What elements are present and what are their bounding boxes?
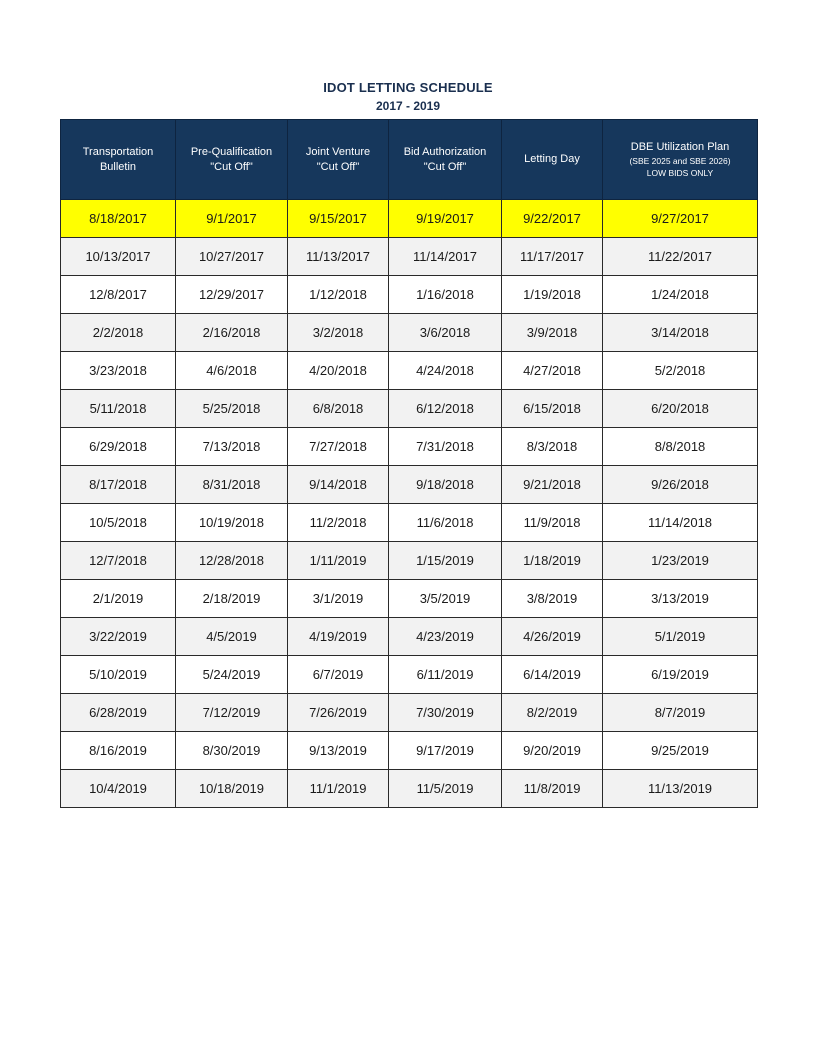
table-cell: 1/23/2019 [603, 542, 758, 580]
table-cell: 6/8/2018 [288, 390, 389, 428]
column-header-joint-venture [288, 120, 389, 200]
table-cell: 8/7/2019 [603, 694, 758, 732]
column-header-transportation-bulletin [61, 120, 176, 200]
table-cell: 10/5/2018 [61, 504, 176, 542]
table-cell: 9/26/2018 [603, 466, 758, 504]
table-cell: 3/9/2018 [502, 314, 603, 352]
table-cell: 8/17/2018 [61, 466, 176, 504]
column-header-dbe-utilization-plan [603, 120, 758, 200]
table-cell: 3/6/2018 [389, 314, 502, 352]
table-cell: 11/8/2019 [502, 770, 603, 808]
table-cell: 6/11/2019 [389, 656, 502, 694]
table-cell: 9/13/2019 [288, 732, 389, 770]
table-cell: 7/31/2018 [389, 428, 502, 466]
letting-schedule-table [60, 119, 758, 808]
table-cell: 11/17/2017 [502, 238, 603, 276]
table-cell: 9/1/2017 [176, 200, 288, 238]
table-cell: 9/22/2017 [502, 200, 603, 238]
table-cell: 4/24/2018 [389, 352, 502, 390]
table-row [61, 352, 758, 390]
table-row [61, 770, 758, 808]
table-cell: 11/14/2017 [389, 238, 502, 276]
table-row [61, 618, 758, 656]
table-cell: 11/2/2018 [288, 504, 389, 542]
table-cell: 7/30/2019 [389, 694, 502, 732]
table-cell: 11/1/2019 [288, 770, 389, 808]
table-cell: 6/20/2018 [603, 390, 758, 428]
column-header-pre-qualification [176, 120, 288, 200]
table-cell: 1/24/2018 [603, 276, 758, 314]
table-cell: 3/23/2018 [61, 352, 176, 390]
table-cell: 1/16/2018 [389, 276, 502, 314]
table-cell: 10/4/2019 [61, 770, 176, 808]
column-header-line: Bid Authorization [403, 145, 487, 158]
table-cell: 5/25/2018 [176, 390, 288, 428]
table-cell: 4/26/2019 [502, 618, 603, 656]
table-row [61, 542, 758, 580]
table-row [61, 732, 758, 770]
table-row [61, 694, 758, 732]
column-header-line: Letting Day [524, 153, 580, 165]
column-header-note: LOW BIDS ONLY [646, 168, 714, 178]
table-cell: 8/30/2019 [176, 732, 288, 770]
table-cell: 9/25/2019 [603, 732, 758, 770]
table-cell: 6/7/2019 [288, 656, 389, 694]
table-row-highlighted [61, 200, 758, 238]
table-cell: 3/13/2019 [603, 580, 758, 618]
table-cell: 6/12/2018 [389, 390, 502, 428]
column-header-line: "Cut Off" [316, 160, 360, 173]
table-cell: 6/19/2019 [603, 656, 758, 694]
document-subtitle: 2017 - 2019 [375, 99, 441, 113]
table-cell: 4/19/2019 [288, 618, 389, 656]
table-cell: 12/28/2018 [176, 542, 288, 580]
column-header-line: Bulletin [99, 160, 137, 173]
table-cell: 1/11/2019 [288, 542, 389, 580]
table-cell: 5/11/2018 [61, 390, 176, 428]
table-cell: 4/23/2019 [389, 618, 502, 656]
table-cell: 8/18/2017 [61, 200, 176, 238]
table-header [61, 120, 758, 200]
table-cell: 11/14/2018 [603, 504, 758, 542]
table-cell: 5/24/2019 [176, 656, 288, 694]
table-cell: 7/26/2019 [288, 694, 389, 732]
table-row [61, 580, 758, 618]
table-cell: 9/17/2019 [389, 732, 502, 770]
column-header-line: Joint Venture [305, 145, 371, 158]
table-cell: 12/8/2017 [61, 276, 176, 314]
column-header-bid-authorization [389, 120, 502, 200]
table-cell: 7/13/2018 [176, 428, 288, 466]
table-cell: 3/8/2019 [502, 580, 603, 618]
table-cell: 5/10/2019 [61, 656, 176, 694]
table-cell: 11/6/2018 [389, 504, 502, 542]
table-cell: 3/14/2018 [603, 314, 758, 352]
table-row [61, 656, 758, 694]
table-cell: 8/31/2018 [176, 466, 288, 504]
table-cell: 10/19/2018 [176, 504, 288, 542]
table-body [61, 200, 758, 808]
table-row [61, 238, 758, 276]
table-cell: 4/27/2018 [502, 352, 603, 390]
table-cell: 7/27/2018 [288, 428, 389, 466]
table-cell: 11/13/2019 [603, 770, 758, 808]
table-row [61, 314, 758, 352]
table-cell: 11/13/2017 [288, 238, 389, 276]
table-cell: 10/27/2017 [176, 238, 288, 276]
table-cell: 2/2/2018 [61, 314, 176, 352]
column-header-line: Transportation [82, 145, 154, 158]
table-cell: 8/3/2018 [502, 428, 603, 466]
table-cell: 11/5/2019 [389, 770, 502, 808]
column-header-letting-day [502, 120, 603, 200]
table-row [61, 390, 758, 428]
table-cell: 5/1/2019 [603, 618, 758, 656]
table-row [61, 466, 758, 504]
column-header-line: "Cut Off" [423, 160, 467, 173]
table-cell: 4/5/2019 [176, 618, 288, 656]
column-header-line: "Cut Off" [210, 160, 253, 173]
table-cell: 3/5/2019 [389, 580, 502, 618]
table-cell: 9/15/2017 [288, 200, 389, 238]
table-cell: 4/6/2018 [176, 352, 288, 390]
table-cell: 11/9/2018 [502, 504, 603, 542]
column-header-note: (SBE 2025 and SBE 2026) [629, 156, 731, 166]
column-header-line: Pre-Qualification [190, 145, 273, 158]
table-cell: 8/2/2019 [502, 694, 603, 732]
table-cell: 10/18/2019 [176, 770, 288, 808]
table-cell: 2/1/2019 [61, 580, 176, 618]
table-cell: 3/1/2019 [288, 580, 389, 618]
column-header-line: DBE Utilization Plan [630, 141, 730, 153]
table-cell: 11/22/2017 [603, 238, 758, 276]
table-cell: 5/2/2018 [603, 352, 758, 390]
table-cell: 1/19/2018 [502, 276, 603, 314]
document-title: IDOT LETTING SCHEDULE [323, 80, 493, 95]
table-cell: 1/12/2018 [288, 276, 389, 314]
table-cell: 8/16/2019 [61, 732, 176, 770]
table-cell: 6/29/2018 [61, 428, 176, 466]
table-cell: 10/13/2017 [61, 238, 176, 276]
table-cell: 9/19/2017 [389, 200, 502, 238]
table-row [61, 428, 758, 466]
table-cell: 6/14/2019 [502, 656, 603, 694]
table-cell: 9/18/2018 [389, 466, 502, 504]
table-cell: 4/20/2018 [288, 352, 389, 390]
table-cell: 1/18/2019 [502, 542, 603, 580]
table-cell: 3/22/2019 [61, 618, 176, 656]
table-cell: 9/14/2018 [288, 466, 389, 504]
table-cell: 9/27/2017 [603, 200, 758, 238]
table-cell: 9/21/2018 [502, 466, 603, 504]
table-row [61, 504, 758, 542]
table-cell: 2/18/2019 [176, 580, 288, 618]
table-cell: 2/16/2018 [176, 314, 288, 352]
title-block [60, 79, 756, 115]
table-cell: 7/12/2019 [176, 694, 288, 732]
header-row [61, 120, 758, 200]
table-cell: 3/2/2018 [288, 314, 389, 352]
table-cell: 12/29/2017 [176, 276, 288, 314]
table-cell: 12/7/2018 [61, 542, 176, 580]
table-cell: 9/20/2019 [502, 732, 603, 770]
table-cell: 6/15/2018 [502, 390, 603, 428]
table-row [61, 276, 758, 314]
table-cell: 1/15/2019 [389, 542, 502, 580]
table-cell: 6/28/2019 [61, 694, 176, 732]
table-cell: 8/8/2018 [603, 428, 758, 466]
